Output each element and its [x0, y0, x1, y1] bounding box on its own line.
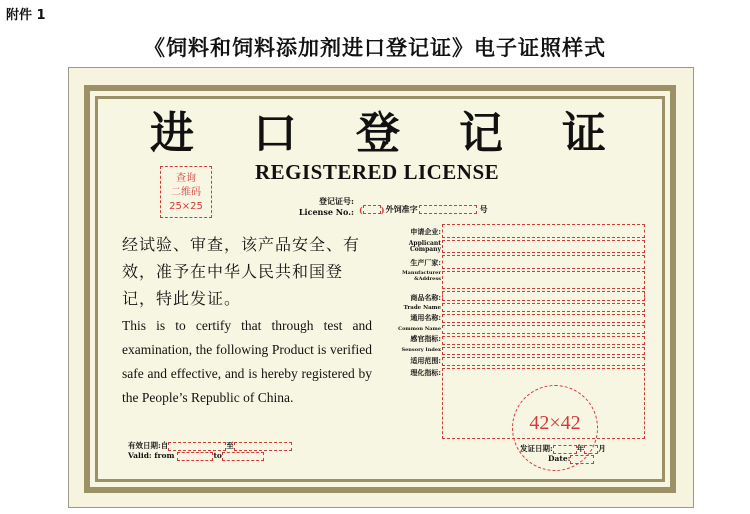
valid-to-box [234, 442, 292, 451]
issue-month-box [584, 445, 598, 454]
issue-year-box [553, 445, 577, 454]
validity-row-cn [128, 441, 292, 451]
title-char: 进 [150, 108, 198, 159]
field-label-en: Applicant Company [408, 240, 441, 253]
certification-text-cn: 经试验、审查，该产品安全、有效，准予在中华人民共和国登记，特此发证。 [122, 235, 361, 308]
title-char: 登 [356, 108, 404, 159]
issue-year-unit: 年 [576, 444, 585, 453]
license-paren-open: ( [359, 204, 363, 215]
issue-date-label-cn: 发证日期: [520, 444, 553, 453]
field-label: 生产厂家: [410, 258, 441, 267]
issue-date [520, 444, 606, 464]
document-title: 《饲料和饲料添加剂进口登记证》电子证照样式 [144, 35, 606, 60]
field-label: 商品名称: [410, 293, 441, 302]
issue-month-unit: 月 [598, 444, 606, 453]
common-name-en-box [442, 325, 645, 334]
validity-to-en: to [213, 451, 222, 460]
valid-to-box [222, 452, 264, 461]
issue-date-label-en: Date: [548, 454, 571, 463]
common-name-cn-box [442, 314, 645, 323]
field-label: 申请企业: [410, 227, 441, 236]
field-label: 适用范围: [410, 356, 441, 365]
manufacturer-en-box [442, 271, 645, 289]
issue-day-box [570, 455, 594, 464]
license-no-field [359, 204, 488, 215]
trade-name-en-box [442, 303, 645, 312]
scope-box-2 [442, 357, 645, 366]
title-char: 记 [459, 108, 507, 159]
valid-from-box [177, 452, 213, 461]
license-no-label-cn: 登记证号: [319, 196, 354, 206]
validity-period [128, 441, 292, 461]
license-middle-text: 外饲准字 [385, 204, 418, 214]
license-no-label [276, 196, 354, 218]
qr-size: 25×25 [169, 201, 203, 212]
field-label-en: Sensory Index [401, 347, 441, 353]
title-char: 口 [253, 108, 301, 159]
title-char: 证 [562, 108, 610, 159]
qr-label: 查询 [176, 173, 196, 184]
license-paren-close: ) [380, 204, 385, 215]
attachment-label: 附件 1 [6, 8, 46, 23]
license-year-box [363, 205, 381, 214]
seal-size-label: 42×42 [529, 412, 581, 434]
qr-label: 二维码 [171, 187, 201, 198]
valid-from-box [168, 442, 226, 451]
issue-date-row-cn [520, 444, 606, 454]
applicant-cn-box [442, 224, 645, 238]
field-label: 通用名称: [410, 313, 441, 322]
trade-name-cn-box [442, 291, 645, 301]
scope-box [442, 347, 645, 355]
qr-code-placeholder [160, 166, 212, 218]
field-label: 理化指标: [410, 368, 441, 377]
field-label-en: Trade Name [403, 305, 441, 311]
certificate-chinese-title [150, 108, 610, 160]
certification-text-en: This is to certify that through test and examination, the following Product is verified safe and effective, and is hereby registered by the People’s Republic of China. [122, 318, 372, 405]
field-label-en: Manufacturer &Address [402, 270, 441, 282]
field-label-en: Common Name [398, 326, 441, 332]
applicant-en-box [442, 240, 645, 253]
sensory-index-box [442, 336, 645, 345]
issue-date-row-en [520, 454, 606, 464]
certificate-english-title: REGISTERED LICENSE [255, 160, 500, 184]
validity-label-en: Valid: from [128, 451, 175, 460]
license-no-label-en: License No.: [298, 207, 354, 217]
validity-label-cn: 有效日期:自 [128, 441, 169, 450]
validity-to-cn: 至 [226, 441, 234, 450]
validity-row-en [128, 451, 292, 461]
license-suffix: 号 [479, 204, 488, 214]
license-number-box [419, 205, 477, 214]
manufacturer-cn-box [442, 255, 645, 269]
field-label: 感官指标: [410, 334, 441, 343]
